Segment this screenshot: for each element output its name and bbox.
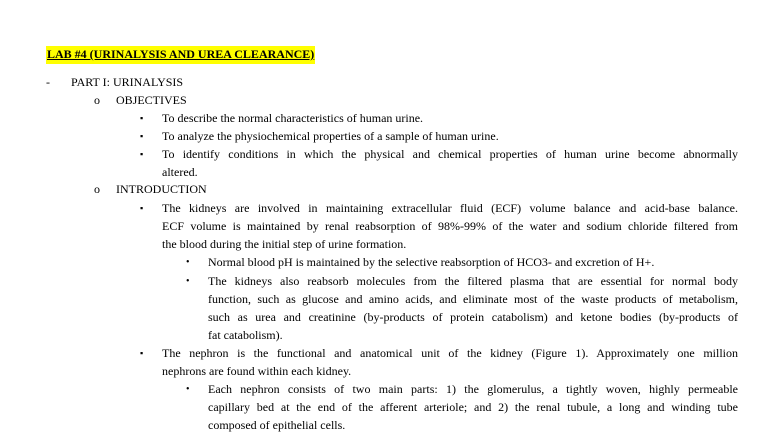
dot-bullet: • xyxy=(186,384,190,395)
intro-subitem-line: Each nephron consists of two main parts: 1) the glomerulus, a tightly woven, highly permeable xyxy=(208,382,738,396)
intro-paragraph-line: the blood during the initial step of urine formation. xyxy=(162,237,407,251)
circle-bullet: o xyxy=(94,182,100,196)
intro-paragraph-line: The nephron is the functional and anatomical unit of the kidney (Figure 1). Approximately one million xyxy=(162,346,738,360)
section-heading-part1: PART I: URINALYSIS xyxy=(71,75,184,89)
square-bullet: ▪ xyxy=(140,203,144,213)
objective-item: To identify conditions in which the physical and chemical properties of human urine become abnormally xyxy=(162,147,738,161)
objective-item-continued: altered. xyxy=(162,165,198,179)
subsection-heading-introduction: INTRODUCTION xyxy=(116,182,207,196)
objective-item: To analyze the physiochemical properties of a sample of human urine. xyxy=(162,129,499,143)
intro-paragraph-line: nephrons are found within each kidney. xyxy=(162,364,352,378)
document-title: LAB #4 (URINALYSIS AND UREA CLEARANCE) xyxy=(46,46,315,64)
intro-subitem-line: The kidneys also reabsorb molecules from the filtered plasma that are essential for normal body xyxy=(208,274,738,288)
intro-paragraph-line: ECF volume is maintained by renal reabsorption of 98%-99% of the water and sodium chloride filtered from xyxy=(162,219,738,233)
dash-bullet: - xyxy=(46,75,50,89)
square-bullet: ▪ xyxy=(140,149,144,159)
intro-subitem-line: Normal blood pH is maintained by the selective reabsorption of HCO3- and excretion of H+. xyxy=(208,255,655,269)
circle-bullet: o xyxy=(94,93,100,107)
intro-subitem-line: fat catabolism). xyxy=(208,328,283,342)
intro-subitem-line: such as urea and creatinine (by-products of protein catabolism) and ketone bodies (by-products of xyxy=(208,310,738,324)
intro-subitem-line: composed of epithelial cells. xyxy=(208,418,346,432)
intro-subitem-line: function, such as glucose and amino acids, and eliminate most of the waste products of metabolism, xyxy=(208,292,738,306)
objective-item: To describe the normal characteristics of human urine. xyxy=(162,111,424,125)
dot-bullet: • xyxy=(186,276,190,287)
square-bullet: ▪ xyxy=(140,113,144,123)
square-bullet: ▪ xyxy=(140,348,144,358)
subsection-heading-objectives: OBJECTIVES xyxy=(116,93,187,107)
square-bullet: ▪ xyxy=(140,131,144,141)
dot-bullet: • xyxy=(186,257,190,268)
intro-paragraph-line: The kidneys are involved in maintaining extracellular fluid (ECF) volume balance and acid-base balance. xyxy=(162,201,738,215)
intro-subitem-line: capillary bed at the end of the afferent arteriole; and 2) the renal tubule, a long and winding tube xyxy=(208,400,738,414)
